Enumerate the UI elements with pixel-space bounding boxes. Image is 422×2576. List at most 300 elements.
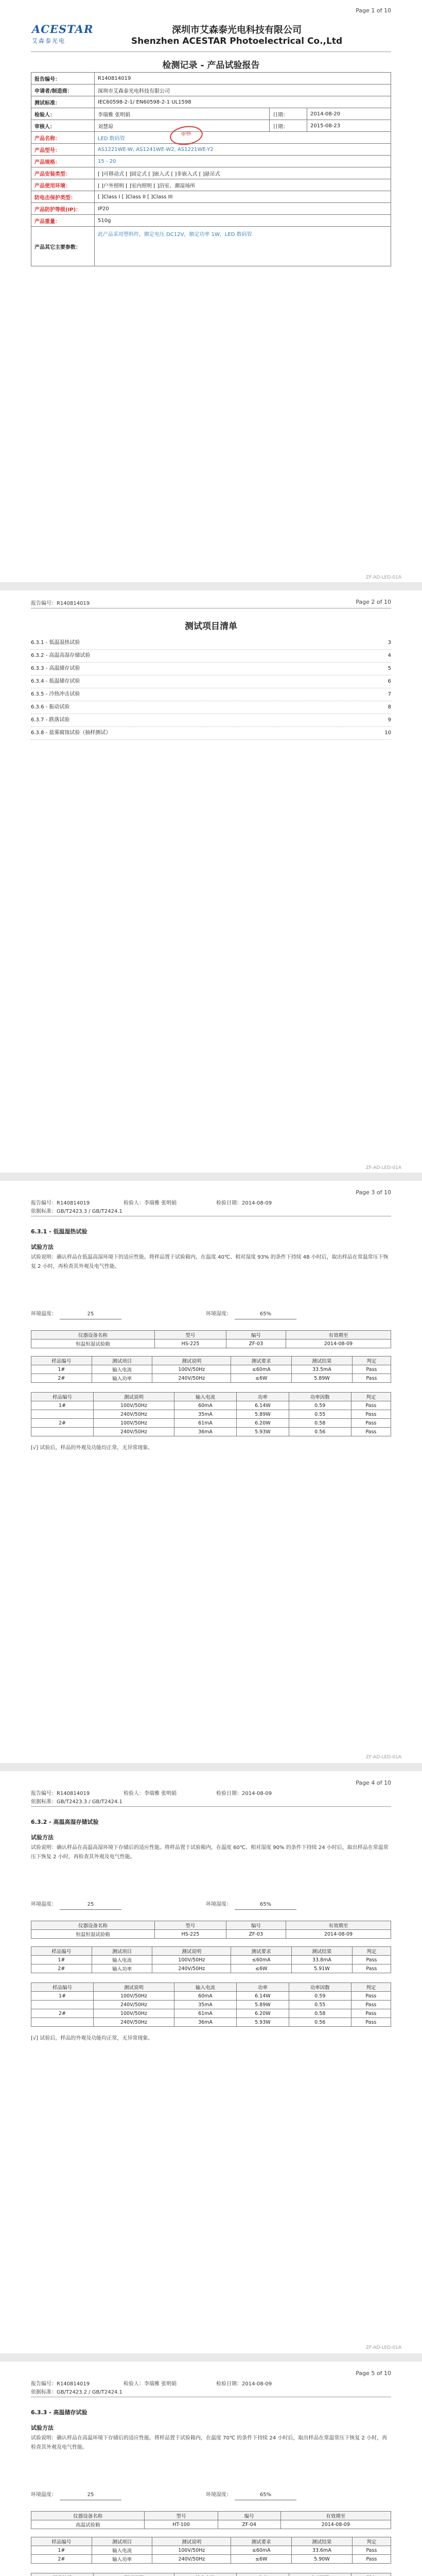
- report-no: [31, 599, 90, 606]
- table-cell: 36mA: [174, 1428, 237, 1436]
- table-cell: [31, 1428, 94, 1436]
- table-cell: 5.89W: [237, 1410, 289, 1419]
- method-label: 试验方法: [31, 1834, 54, 1841]
- toc-item[interactable]: [31, 714, 391, 727]
- company-name-cn: 深圳市艾森泰光电科技有限公司: [172, 25, 302, 36]
- table-cell: [31, 1410, 94, 1419]
- report-no-value: R140814019: [57, 601, 90, 606]
- report-no: 报告编号：R140814019: [31, 1200, 90, 1206]
- info-key: 产品规格：: [31, 156, 95, 167]
- info-value: AS1221WE-W, AS1241WE-W2, AS1221WE-Y2: [95, 144, 391, 156]
- info-value: 此产品采用塑料件，额定电压 DC12V，额定功率 1W，LED 数码管: [95, 227, 391, 266]
- table-cell: 100V/50Hz: [152, 2546, 231, 2555]
- env-temp-value: 25: [60, 1310, 121, 1319]
- table-cell: 2014-08-09: [286, 1930, 391, 1939]
- env-hum-value: 65%: [235, 2490, 296, 2500]
- table-cell: 6.14W: [237, 1401, 289, 1410]
- table-header: [31, 1983, 391, 1992]
- table-cell: Pass: [351, 1401, 391, 1410]
- report-page-2: [0, 590, 422, 1173]
- table-row: [31, 2018, 391, 2027]
- table-cell: 1#: [31, 1992, 94, 2001]
- table-cell: 0.55: [289, 2001, 351, 2009]
- info-key: 产品使用环境：: [31, 179, 95, 191]
- table-cell: Pass: [352, 1365, 391, 1374]
- info-key: 产品防护等级(IP)：: [31, 203, 95, 215]
- table-cell: 2#: [31, 1419, 94, 1428]
- table-header-cell: 测试结果: [292, 1357, 353, 1365]
- table-header: [31, 2573, 391, 2576]
- table-header-cell: 测试要求: [231, 2537, 292, 2546]
- table-header-cell: 型号: [154, 1921, 226, 1930]
- table-header-cell: 测试项目: [92, 2537, 152, 2546]
- table-cell: Pass: [351, 2001, 391, 2009]
- table-row: [31, 1374, 391, 1383]
- info-row: [31, 179, 391, 191]
- test-standard: 依据标准：GB/T2423.2 / GB/T2424.1: [31, 2389, 122, 2395]
- table-header: [31, 1947, 391, 1956]
- table-cell: Pass: [351, 1410, 391, 1419]
- table-cell: 1#: [31, 1956, 92, 1964]
- method-text: 试验说明：确认样品在低温高湿环境下的适应性能。将样品置于试验箱内，在温度 40℃、相对湿度 93% 的条件下持续 48 小时后，取出样品在常温常压下恢复 2 小时，再检查其外观及电气性能。: [31, 1255, 389, 1269]
- table-header-cell: 判定: [351, 1983, 391, 1992]
- info-key: 报告编号：: [31, 73, 95, 84]
- env-hum-value: 65%: [235, 1310, 296, 1319]
- page-number: Page 3 of 10: [356, 1189, 391, 1196]
- table-cell: 240V/50Hz: [93, 2018, 174, 2027]
- table-header-cell: 输入电流: [174, 1393, 237, 1401]
- table-header-cell: 仪器设备名称: [31, 1921, 155, 1930]
- tester: 检验人：李瑞雅 张明娟: [124, 1200, 177, 1206]
- info-value: R140814019: [95, 73, 391, 84]
- table-cell: Pass: [351, 1428, 391, 1436]
- info-value: 15 - 20: [95, 156, 391, 167]
- toc-item-page: 7: [388, 691, 391, 697]
- info-key: 检验人：: [31, 108, 95, 120]
- table-cell: Pass: [352, 2555, 391, 2564]
- table-cell: HS-225: [154, 1340, 226, 1348]
- table-header-cell: 测试说明: [152, 1357, 231, 1365]
- table-header-cell: 输入电流: [174, 1983, 237, 1992]
- table-cell: ZF-03: [226, 1340, 286, 1348]
- toc-item-title: 6.3.2 - 高温高湿存储试验: [31, 653, 91, 658]
- info-row: [31, 167, 391, 179]
- table-header-cell: 测试项目: [92, 1357, 152, 1365]
- method-text: 试验说明：确认样品在高温高湿环境下存储后的适应性能。将样品置于试验箱内，在温度 60℃、相对湿度 90% 的条件下持续 24 小时后，取出样品在常温常压下恢复 2 小时，再检查其外观及电气性能。: [31, 1845, 389, 1860]
- table-header-cell: [31, 2573, 94, 2576]
- table-cell: 100V/50Hz: [93, 1401, 174, 1410]
- table-cell: 100V/50Hz: [93, 2009, 174, 2018]
- table-header-cell: 样品编号: [31, 1393, 94, 1401]
- table-row: [31, 1964, 391, 1973]
- table-row: [31, 2546, 391, 2555]
- table-cell: 0.56: [289, 2018, 351, 2027]
- table-cell: 6.14W: [237, 1992, 289, 2001]
- table-header-cell: 判定: [352, 1357, 391, 1365]
- env-temp-label: 环境温度：: [31, 1902, 57, 1907]
- table-cell: 输入功率: [92, 2555, 152, 2564]
- table-cell: 35mA: [174, 2001, 237, 2009]
- table-cell: 0.59: [289, 1992, 351, 2001]
- table-cell: 61mA: [174, 2009, 237, 2018]
- section-title: 6.3.3 - 高温储存试验: [31, 2409, 87, 2416]
- test-date: 检验日期：2014-08-09: [216, 1791, 272, 1797]
- page-number: Page 4 of 10: [356, 1780, 391, 1786]
- logo-brand: ACESTAR: [32, 23, 94, 36]
- table-row: [31, 2520, 391, 2529]
- table-header-cell: 测试要求: [231, 1947, 292, 1956]
- table-cell: 输入功率: [92, 1374, 152, 1383]
- table-cell: 1#: [31, 1401, 94, 1410]
- info-key: 产品型号：: [31, 144, 95, 156]
- table-cell: 35mA: [174, 1410, 237, 1419]
- equipment-table: [31, 1921, 391, 1939]
- info-value: [ ]Class I [ ]Class II [ ]Class III: [95, 191, 391, 203]
- table-header: [31, 1357, 391, 1365]
- info-row: [31, 84, 391, 96]
- table-cell: ≤60mA: [231, 2546, 292, 2555]
- equipment-table: [31, 2511, 391, 2529]
- toc-item[interactable]: [31, 727, 391, 740]
- table-row: [31, 2009, 391, 2018]
- table-cell: 2#: [31, 1964, 92, 1973]
- info-value: [ ]户外照明 [ ]室内照明 [ ]浴室、潮湿场所: [95, 179, 391, 191]
- header-divider: [31, 1806, 391, 1807]
- table-header: [31, 2512, 391, 2520]
- table-header-cell: 仪器设备名称: [31, 1331, 155, 1340]
- info-key: 产品重量：: [31, 215, 95, 227]
- table-cell: 33.5mA: [292, 1365, 353, 1374]
- toc-item-page: 9: [388, 717, 391, 723]
- table-row: [31, 1930, 391, 1939]
- info-key: 申请者/制造商：: [31, 84, 95, 96]
- env-temp: [31, 1900, 121, 1910]
- section-title: 6.3.1 - 低温湿热试验: [31, 1228, 87, 1235]
- table-cell: 240V/50Hz: [152, 1964, 231, 1973]
- table-header-cell: 样品编号: [31, 1357, 92, 1365]
- table-header-cell: 样品编号: [31, 1947, 92, 1956]
- table-cell: Pass: [351, 1419, 391, 1428]
- table-cell: ≤6W: [231, 1964, 292, 1973]
- env-temp: [31, 1310, 121, 1319]
- table-cell: ZF-04: [218, 2520, 280, 2529]
- table-cell: 输入电流: [92, 1365, 152, 1374]
- env-temp-label: 环境温度：: [31, 1311, 57, 1317]
- table-cell: 0.58: [289, 2009, 351, 2018]
- table-cell: 2#: [31, 2555, 92, 2564]
- table-header-cell: 判定: [352, 1947, 391, 1956]
- table-cell: 60mA: [174, 1992, 237, 2001]
- table-row: [31, 1992, 391, 2001]
- table-cell: 240V/50Hz: [152, 2555, 231, 2564]
- info-value: 510g: [95, 215, 391, 227]
- table-cell: Pass: [352, 1956, 391, 1964]
- table-header-cell: 型号: [154, 1331, 226, 1340]
- table-cell: 2#: [31, 2009, 94, 2018]
- toc-item-page: 10: [384, 730, 391, 736]
- info-key: 测试标准：: [31, 96, 95, 108]
- tester: 检验人：李瑞雅 张明娟: [124, 2381, 177, 2387]
- table-cell: Pass: [352, 2546, 391, 2555]
- report-page-3: [0, 1181, 422, 1763]
- table-cell: 0.55: [289, 1410, 351, 1419]
- table-cell: [31, 2001, 94, 2009]
- results-table: [31, 1946, 391, 1973]
- table-row: [31, 2555, 391, 2564]
- table-cell: 5.93W: [237, 2018, 289, 2027]
- table-header-cell: 测试说明: [152, 1947, 231, 1956]
- info-key2: 日期：: [270, 108, 307, 120]
- table-cell: Pass: [351, 2009, 391, 2018]
- info-row: [31, 144, 391, 156]
- results-table: [31, 2537, 391, 2564]
- table-header: [31, 1921, 391, 1930]
- table-cell: [31, 2018, 94, 2027]
- info-row: [31, 215, 391, 227]
- table-cell: 240V/50Hz: [93, 1410, 174, 1419]
- table-cell: 6.20W: [237, 2009, 289, 2018]
- toc-item[interactable]: [31, 688, 391, 701]
- table-cell: 1#: [31, 1365, 92, 1374]
- info-key: 产品名称：: [31, 132, 95, 144]
- method-text: 试验说明：确认样品在高温环境下存储后的适应性能。将样品置于试验箱内，在温度 70℃ 的条件下持续 24 小时后，取出样品在常温常压下恢复 2 小时，再检查其外观及电气性能。: [31, 2435, 388, 2450]
- report-page-5: [0, 2362, 422, 2576]
- table-header-cell: 测试说明: [152, 2537, 231, 2546]
- table-cell: HT-100: [145, 2520, 218, 2529]
- table-cell: ≤6W: [231, 1374, 292, 1383]
- table-header-cell: 判定: [352, 2537, 391, 2546]
- toc-item-title: 6.3.1 - 低温湿热试验: [31, 640, 80, 646]
- info-value: [ ]可移动式 [ ]固定式 [ ]嵌入式 [ ]非嵌入式 [ ]悬吊式: [95, 167, 391, 179]
- table-cell: 0.59: [289, 1401, 351, 1410]
- method-label: 试验方法: [31, 2425, 54, 2431]
- env-hum: [206, 1310, 296, 1319]
- table-header-cell: 功率因数: [289, 1393, 351, 1401]
- info-row: [31, 203, 391, 215]
- toc-item[interactable]: [31, 701, 391, 714]
- test-standard: 依据标准：GB/T2423.3 / GB/T2424.1: [31, 1209, 122, 1214]
- page-number: Page 1 of 10: [356, 7, 391, 14]
- table-row: [31, 1365, 391, 1374]
- approval-stamp: 审核: [169, 124, 204, 147]
- table-cell: 33.8mA: [292, 1956, 353, 1964]
- logo-sub: 艾森泰光电: [32, 38, 65, 44]
- table-row: [31, 1419, 391, 1428]
- info-key: 审核人：: [31, 120, 95, 132]
- toc-item[interactable]: [31, 650, 391, 663]
- info-key: 产品其它主要参数：: [31, 227, 95, 266]
- table-header-cell: 判定: [351, 1393, 391, 1401]
- table-header-cell: 测试结果: [292, 2537, 353, 2546]
- table-cell: ≤6W: [231, 2555, 292, 2564]
- report-title: 检测记录 - 产品试验报告: [162, 60, 260, 71]
- table-row: [31, 1410, 391, 1419]
- env-temp: [31, 2490, 121, 2500]
- table-header-cell: [174, 2573, 237, 2576]
- toc-item[interactable]: [31, 675, 391, 688]
- env-hum: [206, 2490, 296, 2500]
- table-cell: 1#: [31, 2546, 92, 2555]
- table-cell: 0.56: [289, 1428, 351, 1436]
- info-row: [31, 156, 391, 167]
- table-cell: 恒温恒湿试验箱: [31, 1930, 155, 1939]
- table-cell: ZF-03: [226, 1930, 286, 1939]
- table-cell: ≤60mA: [231, 1365, 292, 1374]
- table-row: [31, 2001, 391, 2009]
- table-header-cell: 测试项目: [92, 1947, 152, 1956]
- table-cell: ≤60mA: [231, 1956, 292, 1964]
- toc-item-page: 6: [388, 679, 391, 684]
- info-value: 李瑞雅 张明娟: [95, 108, 270, 120]
- page-number: Page 2 of 10: [356, 599, 391, 605]
- table-cell: 61mA: [174, 1419, 237, 1428]
- table-header: [31, 1393, 391, 1401]
- table-cell: 5.89W: [237, 2001, 289, 2009]
- toc-item-page: 4: [388, 653, 391, 658]
- info-row: [31, 191, 391, 203]
- company-name-en: Shenzhen ACESTAR Photoelectrical Co.,Ltd: [131, 36, 343, 46]
- table-header-cell: [237, 2573, 289, 2576]
- conclusion: [√] 试验后，样品的外观及功能均正常，无异常现象。: [31, 2036, 153, 2041]
- table-cell: 240V/50Hz: [93, 1428, 174, 1436]
- info-row: [31, 227, 391, 266]
- conclusion: [√] 试验后，样品的外观及功能均正常，无异常现象。: [31, 1445, 153, 1451]
- table-header-cell: [351, 2573, 391, 2576]
- report-page-1: [0, 0, 422, 582]
- equipment-table: [31, 1330, 391, 1348]
- toc-item-title: 6.3.8 - 盐雾腐蚀试验（抽样测试）: [31, 730, 111, 736]
- table-header: [31, 1331, 391, 1340]
- table-header-cell: 功率: [237, 1393, 289, 1401]
- info-row: [31, 96, 391, 108]
- report-no-label: 报告编号：: [31, 601, 57, 606]
- toc-item-page: 8: [388, 704, 391, 710]
- toc-item-title: 6.3.5 - 冷热冲击试验: [31, 691, 80, 697]
- table-cell: Pass: [352, 1964, 391, 1973]
- env-temp-value: 25: [60, 2490, 121, 2500]
- table-cell: Pass: [351, 2018, 391, 2027]
- table-cell: 2014-08-09: [286, 1340, 391, 1348]
- report-no: 报告编号：R140814019: [31, 2381, 90, 2387]
- table-header-cell: 功率: [237, 1983, 289, 1992]
- company-logo: [32, 23, 94, 52]
- page-footer: ZF-AD-LED-01A: [365, 2345, 401, 2350]
- info-row: [31, 120, 391, 132]
- table-cell: HS-225: [154, 1930, 226, 1939]
- info-value: IEC60598-2-1/ EN60598-2-1 UL1598: [95, 96, 391, 108]
- page-footer: ZF-AD-LED-01A: [365, 575, 401, 580]
- table-header-cell: [93, 2573, 174, 2576]
- table-header-cell: 测试说明: [93, 1393, 174, 1401]
- table-header-cell: 测试要求: [231, 1357, 292, 1365]
- info-row: [31, 108, 391, 120]
- table-cell: 6.20W: [237, 1419, 289, 1428]
- table-cell: 100V/50Hz: [152, 1365, 231, 1374]
- table-cell: 33.6mA: [292, 2546, 353, 2555]
- table-header-cell: 测试说明: [93, 1983, 174, 1992]
- table-cell: 5.90W: [292, 2555, 353, 2564]
- table-cell: 5.93W: [237, 1428, 289, 1436]
- table-cell: 2014-08-09: [280, 2520, 391, 2529]
- table-header-cell: 样品编号: [31, 2537, 92, 2546]
- env-hum-value: 65%: [235, 1900, 296, 1910]
- table-header-cell: 有效期至: [286, 1921, 391, 1930]
- measurement-table: [31, 1392, 391, 1436]
- env-hum: [206, 1900, 296, 1910]
- info-value: 深圳市艾森泰光电科技有限公司: [95, 84, 391, 96]
- section-title: 6.3.2 - 高温高湿存储试验: [31, 1819, 99, 1825]
- table-header-cell: [289, 2573, 351, 2576]
- table-cell: 100V/50Hz: [152, 1956, 231, 1964]
- measurement-table: [31, 2573, 391, 2576]
- toc-item-page: 3: [388, 640, 391, 646]
- table-header: [31, 2537, 391, 2546]
- info-key: 产品安装类型：: [31, 167, 95, 179]
- toc-item-page: 5: [388, 666, 391, 671]
- table-row: [31, 1428, 391, 1436]
- page-footer: ZF-AD-LED-01A: [365, 1755, 401, 1760]
- env-temp-label: 环境温度：: [31, 2492, 57, 2498]
- table-header-cell: 有效期至: [280, 2512, 391, 2520]
- test-date: 检验日期：2014-08-09: [216, 1200, 272, 1206]
- toc-list: [31, 637, 391, 740]
- table-header-cell: 有效期至: [286, 1331, 391, 1340]
- toc-item[interactable]: [31, 663, 391, 675]
- table-cell: 高温试验箱: [31, 2520, 145, 2529]
- table-cell: Pass: [351, 1992, 391, 2001]
- toc-item-title: 6.3.6 - 振动试验: [31, 704, 70, 710]
- table-row: [31, 1401, 391, 1410]
- info-value: LED 数码管: [95, 132, 391, 144]
- table-header-cell: 编号: [226, 1921, 286, 1930]
- page-gap: [0, 582, 422, 590]
- table-header-cell: 编号: [218, 2512, 280, 2520]
- page-gap: [0, 1763, 422, 1771]
- page-footer: ZF-AD-LED-01A: [365, 1165, 401, 1171]
- toc-title: 测试项目清单: [185, 621, 237, 632]
- table-cell: 0.58: [289, 1419, 351, 1428]
- table-cell: 2#: [31, 1374, 92, 1383]
- measurement-table: [31, 1982, 391, 2027]
- info-value: 刘慧琼: [95, 120, 270, 132]
- env-hum-label: 环境湿度：: [206, 2492, 232, 2498]
- table-cell: 输入功率: [92, 1964, 152, 1973]
- table-header-cell: 样品编号: [31, 1983, 94, 1992]
- table-cell: 输入电流: [92, 2546, 152, 2555]
- report-page-4: [0, 1771, 422, 2353]
- table-header-cell: 功率因数: [289, 1983, 351, 1992]
- toc-item-title: 6.3.7 - 跌落试验: [31, 717, 70, 723]
- table-row: [31, 1340, 391, 1348]
- table-cell: 输入电流: [92, 1956, 152, 1964]
- table-cell: 恒温恒湿试验箱: [31, 1340, 155, 1348]
- table-header-cell: 型号: [145, 2512, 218, 2520]
- info-row: [31, 73, 391, 84]
- table-cell: 240V/50Hz: [93, 2001, 174, 2009]
- test-date: 检验日期：2014-08-09: [216, 2381, 272, 2387]
- table-cell: 100V/50Hz: [93, 1992, 174, 2001]
- table-cell: 36mA: [174, 2018, 237, 2027]
- table-cell: 60mA: [174, 1401, 237, 1410]
- toc-item[interactable]: [31, 637, 391, 650]
- page-number: Page 5 of 10: [356, 2370, 391, 2377]
- table-row: [31, 1956, 391, 1964]
- table-header-cell: 编号: [226, 1331, 286, 1340]
- results-table: [31, 1356, 391, 1383]
- info-key2: 日期：: [270, 120, 307, 132]
- table-cell: 240V/50Hz: [152, 1374, 231, 1383]
- tester: 检验人：李瑞雅 张明娟: [124, 1791, 177, 1797]
